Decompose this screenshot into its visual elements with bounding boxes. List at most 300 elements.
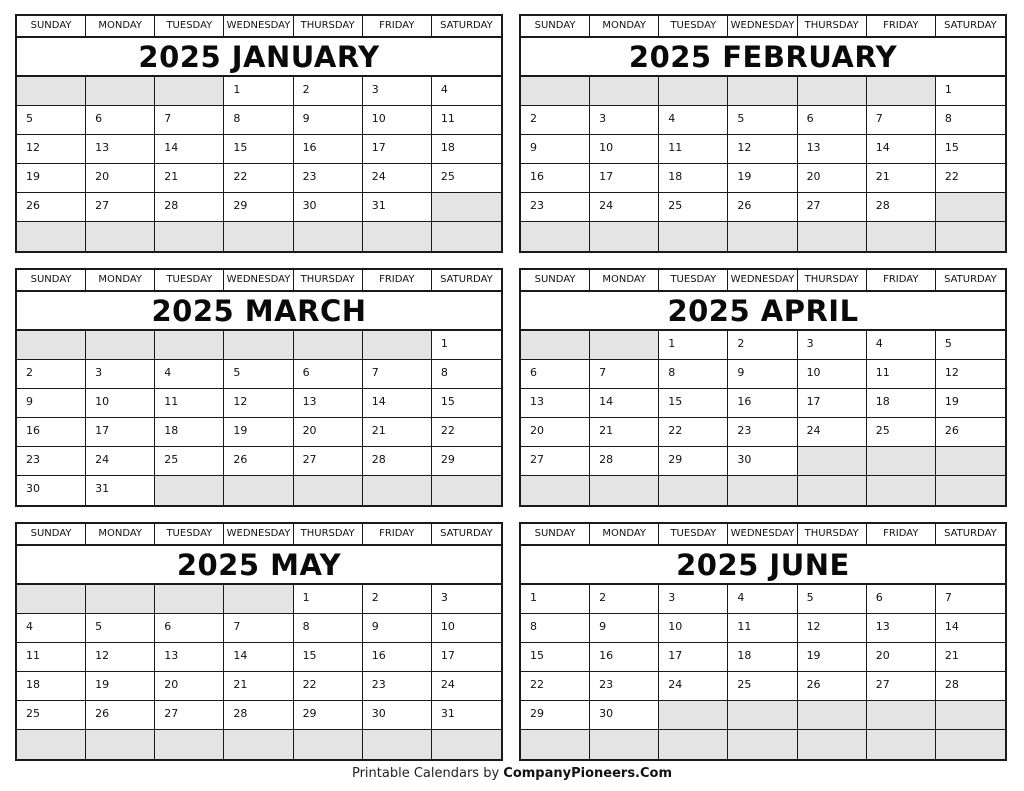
- empty-day-cell: [363, 730, 432, 759]
- weekday-label: SATURDAY: [944, 274, 997, 285]
- weekday-label: WEDNESDAY: [224, 524, 293, 544]
- month-title: 2025 JUNE: [521, 546, 1005, 585]
- day-cell: 13: [294, 389, 363, 418]
- day-cell: 28: [867, 193, 936, 222]
- empty-day-cell: [590, 331, 659, 360]
- day-cell: 12: [86, 643, 155, 672]
- month-title: 2025 FEBRUARY: [521, 38, 1005, 77]
- weekday-label: SATURDAY: [440, 274, 493, 285]
- weekday-label: SUNDAY: [17, 16, 86, 36]
- day-cell: 11: [155, 389, 224, 418]
- day-cell: 22: [294, 672, 363, 701]
- day-cell: 18: [659, 164, 728, 193]
- empty-day-cell: [432, 193, 501, 222]
- day-cell: 24: [432, 672, 501, 701]
- empty-day-cell: [867, 77, 936, 106]
- empty-day-cell: [224, 331, 293, 360]
- day-cell: 27: [86, 193, 155, 222]
- day-grid: [521, 77, 1005, 251]
- day-cell: 16: [363, 643, 432, 672]
- weekday-label: FRIDAY: [363, 270, 432, 290]
- weekday-label: THURSDAY: [294, 270, 363, 290]
- day-cell: 25: [432, 164, 501, 193]
- day-cell: 12: [17, 135, 86, 164]
- day-cell: 29: [294, 701, 363, 730]
- day-cell: 31: [363, 193, 432, 222]
- empty-day-cell: [728, 222, 797, 251]
- empty-day-cell: [155, 585, 224, 614]
- day-cell: 16: [294, 135, 363, 164]
- day-cell: 9: [590, 614, 659, 643]
- empty-day-cell: [86, 77, 155, 106]
- empty-day-cell: [936, 701, 1005, 730]
- weekday-label: WEDNESDAY: [728, 16, 797, 36]
- day-cell: 14: [867, 135, 936, 164]
- empty-day-cell: [17, 77, 86, 106]
- empty-day-cell: [590, 222, 659, 251]
- empty-day-cell: [155, 730, 224, 759]
- day-cell: 21: [936, 643, 1005, 672]
- footer-brand: CompanyPioneers.Com: [503, 766, 673, 781]
- month-calendar: [15, 268, 503, 507]
- day-cell: 20: [86, 164, 155, 193]
- weekday-label: SUNDAY: [521, 270, 590, 290]
- day-cell: 23: [17, 447, 86, 476]
- day-cell: 19: [86, 672, 155, 701]
- day-cell: 14: [936, 614, 1005, 643]
- day-cell: 22: [659, 418, 728, 447]
- day-cell: 25: [155, 447, 224, 476]
- day-cell: 17: [590, 164, 659, 193]
- day-cell: 2: [521, 106, 590, 135]
- day-cell: 19: [728, 164, 797, 193]
- day-cell: 12: [798, 614, 867, 643]
- day-cell: 30: [590, 701, 659, 730]
- weekday-header-row: [521, 16, 1005, 38]
- day-cell: 5: [936, 331, 1005, 360]
- weekday-label: WEDNESDAY: [728, 270, 797, 290]
- day-cell: 18: [432, 135, 501, 164]
- month-title: 2025 JANUARY: [17, 38, 501, 77]
- empty-day-cell: [867, 447, 936, 476]
- day-cell: 18: [867, 389, 936, 418]
- day-cell: 1: [521, 585, 590, 614]
- weekday-label: SATURDAY: [944, 20, 997, 31]
- day-cell: 10: [363, 106, 432, 135]
- day-cell: 22: [521, 672, 590, 701]
- day-cell: 21: [155, 164, 224, 193]
- weekday-label: WEDNESDAY: [728, 524, 797, 544]
- day-cell: 28: [936, 672, 1005, 701]
- day-cell: 14: [363, 389, 432, 418]
- weekday-label: SATURDAY: [944, 528, 997, 539]
- day-cell: 20: [521, 418, 590, 447]
- month-calendar: [15, 522, 503, 761]
- day-cell: 31: [86, 476, 155, 505]
- day-cell: 20: [867, 643, 936, 672]
- day-cell: 22: [432, 418, 501, 447]
- day-cell: 23: [294, 164, 363, 193]
- day-cell: 18: [17, 672, 86, 701]
- day-cell: 12: [728, 135, 797, 164]
- day-cell: 5: [728, 106, 797, 135]
- day-cell: 14: [590, 389, 659, 418]
- day-grid: [521, 331, 1005, 505]
- day-cell: 15: [224, 135, 293, 164]
- day-cell: 15: [936, 135, 1005, 164]
- weekday-label: TUESDAY: [155, 16, 224, 36]
- day-cell: 20: [294, 418, 363, 447]
- day-grid: [17, 331, 501, 505]
- empty-day-cell: [155, 77, 224, 106]
- day-cell: 11: [867, 360, 936, 389]
- day-cell: 14: [155, 135, 224, 164]
- day-cell: 12: [936, 360, 1005, 389]
- weekday-header-row: [521, 270, 1005, 292]
- empty-day-cell: [294, 476, 363, 505]
- day-cell: 1: [936, 77, 1005, 106]
- weekday-label: WEDNESDAY: [224, 16, 293, 36]
- day-cell: 8: [936, 106, 1005, 135]
- day-cell: 26: [728, 193, 797, 222]
- day-cell: 25: [728, 672, 797, 701]
- empty-day-cell: [659, 730, 728, 759]
- month-title: 2025 APRIL: [521, 292, 1005, 331]
- footer-prefix: Printable Calendars by: [351, 766, 500, 781]
- empty-day-cell: [521, 77, 590, 106]
- day-cell: 7: [590, 360, 659, 389]
- day-cell: 2: [590, 585, 659, 614]
- weekday-label: THURSDAY: [798, 16, 867, 36]
- empty-day-cell: [867, 222, 936, 251]
- empty-day-cell: [86, 730, 155, 759]
- day-cell: 24: [86, 447, 155, 476]
- weekday-label: TUESDAY: [659, 16, 728, 36]
- weekday-label: TUESDAY: [659, 270, 728, 290]
- day-cell: 13: [867, 614, 936, 643]
- day-cell: 15: [659, 389, 728, 418]
- day-cell: 24: [798, 418, 867, 447]
- day-cell: 28: [590, 447, 659, 476]
- weekday-label: SUNDAY: [17, 524, 86, 544]
- day-cell: 5: [798, 585, 867, 614]
- day-cell: 10: [798, 360, 867, 389]
- weekday-label: MONDAY: [86, 524, 155, 544]
- empty-day-cell: [728, 77, 797, 106]
- day-cell: 26: [17, 193, 86, 222]
- empty-day-cell: [432, 222, 501, 251]
- empty-day-cell: [590, 730, 659, 759]
- day-cell: 23: [521, 193, 590, 222]
- empty-day-cell: [294, 331, 363, 360]
- day-cell: 19: [17, 164, 86, 193]
- day-cell: 4: [17, 614, 86, 643]
- day-cell: 10: [432, 614, 501, 643]
- empty-day-cell: [936, 730, 1005, 759]
- empty-day-cell: [155, 331, 224, 360]
- day-cell: 22: [936, 164, 1005, 193]
- empty-day-cell: [659, 222, 728, 251]
- day-cell: 15: [521, 643, 590, 672]
- weekday-label: FRIDAY: [867, 270, 936, 290]
- empty-day-cell: [17, 331, 86, 360]
- weekday-label: SUNDAY: [17, 270, 86, 290]
- month-title: 2025 MARCH: [17, 292, 501, 331]
- day-cell: 25: [867, 418, 936, 447]
- weekday-label: MONDAY: [590, 524, 659, 544]
- day-cell: 11: [728, 614, 797, 643]
- day-cell: 8: [224, 106, 293, 135]
- day-cell: 6: [521, 360, 590, 389]
- day-cell: 11: [17, 643, 86, 672]
- empty-day-cell: [728, 701, 797, 730]
- day-cell: 13: [521, 389, 590, 418]
- weekday-label: FRIDAY: [867, 16, 936, 36]
- day-cell: 23: [363, 672, 432, 701]
- day-cell: 6: [155, 614, 224, 643]
- weekday-label: MONDAY: [590, 16, 659, 36]
- empty-day-cell: [224, 222, 293, 251]
- day-cell: 2: [294, 77, 363, 106]
- day-cell: 5: [86, 614, 155, 643]
- month-calendar: [519, 14, 1007, 253]
- empty-day-cell: [224, 476, 293, 505]
- empty-day-cell: [936, 193, 1005, 222]
- weekday-label: FRIDAY: [363, 16, 432, 36]
- day-cell: 23: [728, 418, 797, 447]
- day-cell: 9: [294, 106, 363, 135]
- day-cell: 28: [224, 701, 293, 730]
- weekday-label: TUESDAY: [659, 524, 728, 544]
- footer-credit: [0, 766, 1024, 781]
- day-cell: 20: [155, 672, 224, 701]
- day-cell: 3: [798, 331, 867, 360]
- day-cell: 6: [867, 585, 936, 614]
- day-cell: 20: [798, 164, 867, 193]
- day-cell: 27: [294, 447, 363, 476]
- empty-day-cell: [521, 331, 590, 360]
- weekday-header-row: [17, 16, 501, 38]
- empty-day-cell: [17, 730, 86, 759]
- day-cell: 25: [659, 193, 728, 222]
- weekday-label: FRIDAY: [867, 524, 936, 544]
- day-cell: 11: [432, 106, 501, 135]
- day-cell: 13: [86, 135, 155, 164]
- day-cell: 31: [432, 701, 501, 730]
- empty-day-cell: [590, 476, 659, 505]
- day-cell: 10: [590, 135, 659, 164]
- weekday-label: SUNDAY: [521, 16, 590, 36]
- day-cell: 27: [867, 672, 936, 701]
- day-cell: 18: [155, 418, 224, 447]
- day-cell: 16: [590, 643, 659, 672]
- day-cell: 16: [521, 164, 590, 193]
- empty-day-cell: [798, 701, 867, 730]
- weekday-label: MONDAY: [86, 270, 155, 290]
- day-cell: 5: [17, 106, 86, 135]
- day-cell: 28: [155, 193, 224, 222]
- weekday-header-row: [17, 524, 501, 546]
- day-cell: 13: [155, 643, 224, 672]
- day-cell: 4: [432, 77, 501, 106]
- empty-day-cell: [728, 476, 797, 505]
- day-cell: 15: [432, 389, 501, 418]
- day-cell: 30: [363, 701, 432, 730]
- day-cell: 13: [798, 135, 867, 164]
- empty-day-cell: [867, 476, 936, 505]
- weekday-label: TUESDAY: [155, 524, 224, 544]
- day-cell: 4: [867, 331, 936, 360]
- day-cell: 1: [224, 77, 293, 106]
- day-cell: 14: [224, 643, 293, 672]
- day-cell: 10: [86, 389, 155, 418]
- day-cell: 8: [659, 360, 728, 389]
- day-cell: 3: [86, 360, 155, 389]
- day-cell: 4: [728, 585, 797, 614]
- empty-day-cell: [659, 701, 728, 730]
- day-cell: 24: [590, 193, 659, 222]
- day-cell: 27: [155, 701, 224, 730]
- empty-day-cell: [521, 476, 590, 505]
- day-cell: 26: [224, 447, 293, 476]
- weekday-label: TUESDAY: [155, 270, 224, 290]
- day-cell: 9: [728, 360, 797, 389]
- empty-day-cell: [363, 331, 432, 360]
- day-cell: 2: [728, 331, 797, 360]
- day-cell: 17: [432, 643, 501, 672]
- day-cell: 16: [17, 418, 86, 447]
- day-cell: 19: [936, 389, 1005, 418]
- day-cell: 28: [363, 447, 432, 476]
- day-cell: 21: [590, 418, 659, 447]
- day-cell: 8: [294, 614, 363, 643]
- day-cell: 29: [224, 193, 293, 222]
- day-cell: 5: [224, 360, 293, 389]
- day-cell: 29: [432, 447, 501, 476]
- day-cell: 8: [521, 614, 590, 643]
- day-cell: 4: [155, 360, 224, 389]
- empty-day-cell: [17, 585, 86, 614]
- weekday-label: THURSDAY: [798, 524, 867, 544]
- weekday-label: THURSDAY: [294, 16, 363, 36]
- weekday-label: WEDNESDAY: [224, 270, 293, 290]
- day-cell: 30: [728, 447, 797, 476]
- month-calendar: [519, 522, 1007, 761]
- empty-day-cell: [86, 585, 155, 614]
- day-cell: 16: [728, 389, 797, 418]
- empty-day-cell: [798, 77, 867, 106]
- day-cell: 25: [17, 701, 86, 730]
- weekday-label: SUNDAY: [521, 524, 590, 544]
- empty-day-cell: [86, 331, 155, 360]
- empty-day-cell: [294, 222, 363, 251]
- day-cell: 24: [659, 672, 728, 701]
- day-cell: 23: [590, 672, 659, 701]
- empty-day-cell: [86, 222, 155, 251]
- day-cell: 3: [363, 77, 432, 106]
- empty-day-cell: [867, 701, 936, 730]
- day-cell: 21: [363, 418, 432, 447]
- empty-day-cell: [798, 730, 867, 759]
- day-cell: 7: [224, 614, 293, 643]
- empty-day-cell: [798, 222, 867, 251]
- empty-day-cell: [155, 222, 224, 251]
- day-cell: 27: [798, 193, 867, 222]
- weekday-label: FRIDAY: [363, 524, 432, 544]
- day-cell: 1: [294, 585, 363, 614]
- day-cell: 22: [224, 164, 293, 193]
- weekday-label: SATURDAY: [440, 20, 493, 31]
- empty-day-cell: [432, 476, 501, 505]
- day-cell: 26: [936, 418, 1005, 447]
- day-cell: 10: [659, 614, 728, 643]
- day-cell: 21: [224, 672, 293, 701]
- empty-day-cell: [294, 730, 363, 759]
- day-cell: 19: [224, 418, 293, 447]
- empty-day-cell: [936, 447, 1005, 476]
- day-cell: 3: [432, 585, 501, 614]
- empty-day-cell: [363, 476, 432, 505]
- empty-day-cell: [798, 447, 867, 476]
- weekday-label: MONDAY: [86, 16, 155, 36]
- weekday-header-row: [17, 270, 501, 292]
- day-cell: 12: [224, 389, 293, 418]
- day-cell: 17: [798, 389, 867, 418]
- day-cell: 17: [86, 418, 155, 447]
- weekday-label: MONDAY: [590, 270, 659, 290]
- day-cell: 6: [86, 106, 155, 135]
- day-grid: [17, 585, 501, 759]
- day-cell: 3: [590, 106, 659, 135]
- day-cell: 7: [363, 360, 432, 389]
- day-cell: 9: [17, 389, 86, 418]
- day-cell: 30: [294, 193, 363, 222]
- day-cell: 4: [659, 106, 728, 135]
- day-cell: 26: [798, 672, 867, 701]
- month-calendar: [519, 268, 1007, 507]
- day-cell: 6: [798, 106, 867, 135]
- empty-day-cell: [659, 476, 728, 505]
- day-cell: 30: [17, 476, 86, 505]
- day-cell: 9: [363, 614, 432, 643]
- day-cell: 6: [294, 360, 363, 389]
- day-cell: 7: [936, 585, 1005, 614]
- day-cell: 19: [798, 643, 867, 672]
- day-cell: 29: [521, 701, 590, 730]
- day-cell: 2: [17, 360, 86, 389]
- day-cell: 8: [432, 360, 501, 389]
- empty-day-cell: [432, 730, 501, 759]
- month-title: 2025 MAY: [17, 546, 501, 585]
- day-cell: 2: [363, 585, 432, 614]
- day-grid: [17, 77, 501, 251]
- weekday-label: SATURDAY: [440, 528, 493, 539]
- day-cell: 21: [867, 164, 936, 193]
- empty-day-cell: [521, 222, 590, 251]
- empty-day-cell: [590, 77, 659, 106]
- empty-day-cell: [728, 730, 797, 759]
- empty-day-cell: [17, 222, 86, 251]
- day-cell: 18: [728, 643, 797, 672]
- empty-day-cell: [936, 476, 1005, 505]
- weekday-header-row: [521, 524, 1005, 546]
- empty-day-cell: [363, 222, 432, 251]
- day-grid: [521, 585, 1005, 759]
- empty-day-cell: [798, 476, 867, 505]
- empty-day-cell: [867, 730, 936, 759]
- day-cell: 7: [867, 106, 936, 135]
- day-cell: 17: [659, 643, 728, 672]
